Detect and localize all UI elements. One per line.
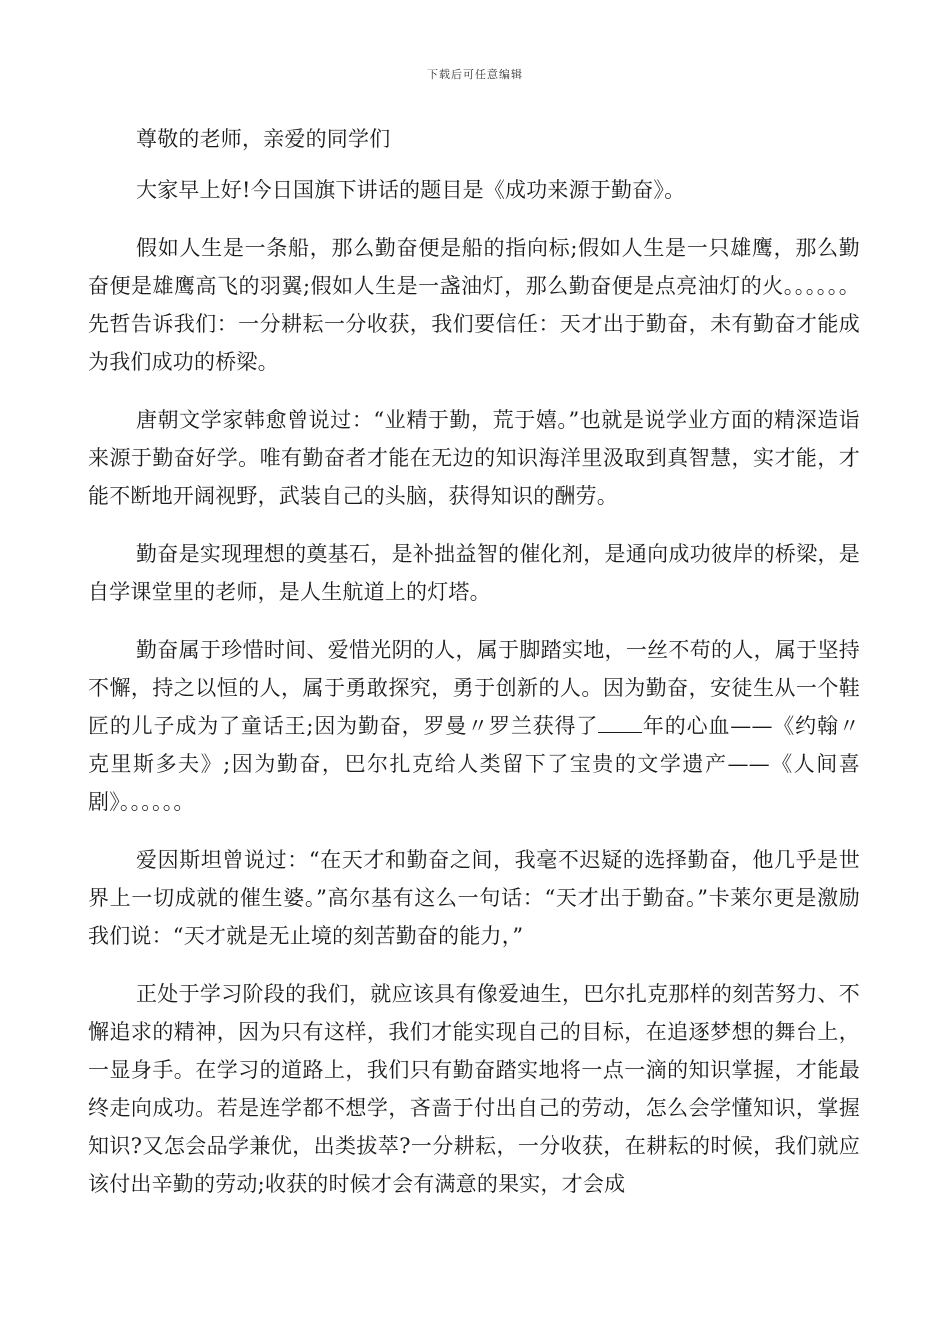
fill-in-blank <box>598 710 642 733</box>
intro-paragraph: 大家早上好!今日国旗下讲话的题目是《成功来源于勤奋》。 <box>136 178 686 202</box>
page-header: 下载后可任意编辑 <box>427 68 523 81</box>
greeting-line: 尊敬的老师，亲爱的同学们 <box>136 127 391 151</box>
examples-text-after: 年的心血——《约翰〃克里斯多夫》;因为勤奋，巴尔扎克给人类留下了宝贵的文学遗产——《人间喜剧》。。。。。。 <box>88 714 861 814</box>
paragraph-examples <box>88 631 860 821</box>
paragraph-study-stage: 正处于学习阶段的我们，就应该具有像爱迪生，巴尔扎克那样的刻苦努力、不懈追求的精神，因为只有这样，我们才能实现自己的目标，在追逐梦想的舞台上，一显身手。在学习的道路上，我们只有勤奋踏实地将一点一滴的知识掌握，才能最终走向成功。若是连学都不想学，吝啬于付出自己的劳动，怎么会学懂知识，掌握知识?又怎会品学兼优，出类拔萃?一分耕耘，一分收获，在耕耘的时候，我们就应该付出辛勤的劳动;收获的时候才会有满意的果实，才会成 <box>88 982 860 1196</box>
document-body <box>88 120 860 1203</box>
examples-text-before: 勤奋属于珍惜时间、爱惜光阴的人，属于脚踏实地，一丝不苟的人，属于坚持不懈，持之以恒的人，属于勇敢探究，勇于创新的人。因为勤奋，安徒生从一个鞋匠的儿子成为了童话王;因为勤奋，罗曼〃罗兰获得了 <box>88 638 860 738</box>
paragraph-ship-eagle-lamp: 假如人生是一条船，那么勤奋便是船的指向标;假如人生是一只雄鹰，那么勤奋便是雄鹰高飞的羽翼;假如人生是一盏油灯，那么勤奋便是点亮油灯的火。。。。。。先哲告诉我们：一分耕耘一分收获，我们要信任：天才出于勤奋，未有勤奋才能成为我们成功的桥梁。 <box>88 236 860 374</box>
paragraph-quotes: 爱因斯坦曾说过：“在天才和勤奋之间，我毫不迟疑的选择勤奋，他几乎是世界上一切成就的催生婆。”高尔基有这么一句话：“天才出于勤奋。”卡莱尔更是激励我们说：“天才就是无止境的刻苦勤奋的能力，” <box>88 848 860 948</box>
paragraph-han-yu: 唐朝文学家韩愈曾说过：“业精于勤，荒于嬉。”也就是说学业方面的精深造诣来源于勤奋好学。唯有勤奋者才能在无边的知识海洋里汲取到真智慧，实才能，才能不断地开阔视野，武装自己的头脑，获得知识的酬劳。 <box>88 408 860 508</box>
paragraph-cornerstone: 勤奋是实现理想的奠基石，是补拙益智的催化剂，是通向成功彼岸的桥梁，是自学课堂里的老师，是人生航道上的灯塔。 <box>88 542 860 604</box>
